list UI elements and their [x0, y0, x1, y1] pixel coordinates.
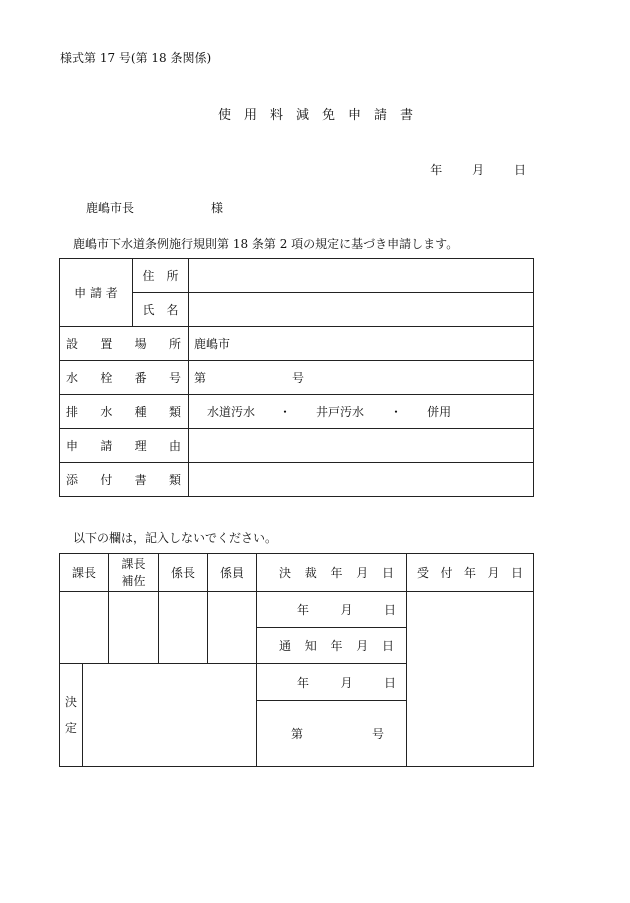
kettei-label: [60, 664, 83, 767]
header-kakariin: 係員: [208, 554, 257, 592]
office-use-table: [59, 553, 534, 767]
date-month: 月: [472, 163, 485, 177]
kettei-char: 定: [64, 721, 77, 735]
name-label: 氏 名: [133, 293, 189, 327]
header-kacho: 課長: [60, 554, 109, 592]
drain-type-label: 排水種類: [60, 395, 189, 429]
drain-type-field[interactable]: [189, 395, 534, 429]
kessai-date-value[interactable]: [257, 592, 407, 628]
drain-separator: ・: [390, 405, 403, 419]
ymd-month: 月: [340, 603, 353, 617]
ymd-month: 月: [340, 675, 353, 690]
meter-suffix: 号: [292, 371, 305, 385]
ymd-day: 日: [383, 603, 396, 617]
tsuchi-date-value[interactable]: [257, 664, 407, 701]
address-field[interactable]: [189, 259, 534, 293]
location-field[interactable]: 鹿嶋市: [189, 327, 534, 361]
name-field[interactable]: [189, 293, 534, 327]
drain-option-well[interactable]: 井戸汚水: [316, 405, 365, 419]
form-number-label: 様式第 17 号(第 18 条関係): [60, 51, 212, 65]
kakaricho-stamp-box[interactable]: [159, 592, 208, 664]
tsuchi-date-label: [257, 628, 407, 664]
kakariin-stamp-box[interactable]: [208, 592, 257, 664]
table-row: [60, 395, 534, 429]
kacho-stamp-box[interactable]: [60, 592, 109, 664]
date-day: 日: [513, 163, 526, 177]
uketsuke-char: 日: [510, 566, 523, 580]
header-kacho-hosa-line1: 課長: [121, 556, 146, 571]
application-date: [430, 161, 526, 178]
attachments-field[interactable]: [189, 463, 534, 497]
drain-separator: ・: [279, 405, 292, 419]
kacho-hosa-stamp-box[interactable]: [109, 592, 159, 664]
addressee-name: 鹿嶋市長: [86, 201, 135, 215]
kessai-char: 月: [356, 566, 369, 580]
attachments-label: 添付書類: [60, 463, 189, 497]
intro-statement: 鹿嶋市下水道条例施行規則第 18 条第 2 項の規定に基づき申請します。: [73, 237, 459, 251]
tsuchi-char: 日: [381, 639, 394, 653]
header-uketsuke-date: [407, 554, 534, 592]
notice-number[interactable]: [257, 701, 407, 767]
tsuchi-char: 月: [356, 639, 369, 653]
table-row: [60, 592, 534, 628]
header-kakaricho: 係長: [159, 554, 208, 592]
reason-field[interactable]: [189, 429, 534, 463]
table-row: [60, 327, 534, 361]
meter-number-field[interactable]: [189, 361, 534, 395]
kessai-char: 決: [279, 566, 292, 580]
office-use-note: 以下の欄は，記入しないでください。: [73, 531, 278, 545]
tsuchi-char: 年: [330, 639, 343, 653]
kessai-char: 日: [381, 566, 394, 580]
tsuchi-char: 通: [279, 639, 292, 653]
tsuchi-char: 知: [304, 639, 317, 653]
number-prefix: 第: [291, 727, 304, 741]
table-row: [60, 429, 534, 463]
reason-label: 申請理由: [60, 429, 189, 463]
header-kacho-hosa: [109, 554, 159, 592]
uketsuke-char: 付: [440, 566, 453, 580]
kettei-box[interactable]: [83, 664, 257, 767]
meter-prefix: 第: [194, 371, 207, 385]
table-row: [60, 463, 534, 497]
addressee-honorific: 様: [211, 201, 224, 215]
header-kessai-date: [257, 554, 407, 592]
header-kacho-hosa-line2: 補佐: [121, 573, 146, 588]
location-label: 設置場所: [60, 327, 189, 361]
ymd-year: 年: [297, 603, 310, 617]
table-row: [60, 361, 534, 395]
uketsuke-char: 月: [487, 566, 500, 580]
table-row: [60, 259, 534, 293]
uketsuke-stamp-box[interactable]: [407, 592, 534, 767]
meter-number-label: 水栓番号: [60, 361, 189, 395]
drain-option-water[interactable]: 水道汚水: [207, 405, 256, 419]
kettei-char: 決: [64, 695, 77, 709]
kessai-char: 裁: [304, 566, 317, 580]
uketsuke-char: 受: [417, 566, 430, 580]
uketsuke-char: 年: [463, 566, 476, 580]
form-title: 使用料減免申請書: [217, 108, 426, 123]
address-label: 住 所: [133, 259, 189, 293]
drain-option-both[interactable]: 併用: [427, 405, 452, 419]
ymd-day: 日: [383, 675, 396, 690]
table-row: [60, 554, 534, 592]
kessai-char: 年: [330, 566, 343, 580]
ymd-year: 年: [297, 675, 310, 690]
application-table: [59, 258, 534, 497]
addressee: [86, 199, 223, 216]
applicant-label: 申 請 者: [60, 259, 133, 327]
date-year: 年: [430, 163, 443, 177]
number-suffix: 号: [372, 727, 385, 741]
